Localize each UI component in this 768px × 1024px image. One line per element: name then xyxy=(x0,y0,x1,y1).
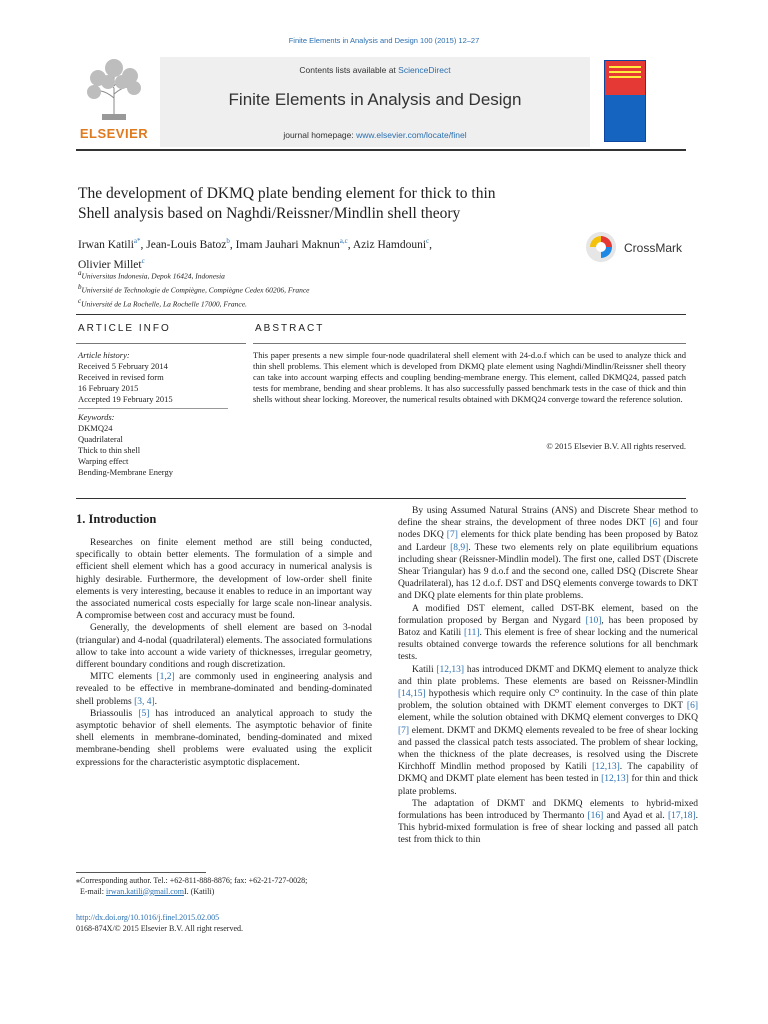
reference-link[interactable]: [6] xyxy=(686,701,698,712)
reference-link[interactable]: [5] xyxy=(138,708,150,719)
history-revised-label: Received in revised form xyxy=(78,372,164,382)
author-separator: , xyxy=(429,238,432,251)
reference-link[interactable]: [7] xyxy=(398,725,410,736)
journal-banner xyxy=(160,57,590,147)
author-sup[interactable]: c xyxy=(141,256,145,265)
author-sup[interactable]: a* xyxy=(133,237,141,245)
abstract-text: This paper presents a new simple four-node quadrilateral shell element with 24-d.o.f which can be used to analyze thick and thin shell problems. This element which is developed from DKMQ plate element using Naghdi/Mindlin/Reissner shell theory can take into account warping effects and coupling bending-membrane energy. This element, called DKMQ24, passed patch tests for membrane, bending and shear problems. It has also successfully passed benchmark tests in the case of thick and thin shells without shear locking. Moreover, the numerical results obtained with DKMQ24 converge toward the reference solution. xyxy=(253,350,686,404)
history-revised-date: 16 February 2015 xyxy=(78,383,139,393)
reference-link[interactable]: [16] xyxy=(587,811,604,822)
reference-link[interactable]: [17,18] xyxy=(667,811,696,822)
paragraph: Katili [12,13] has introduced DKMT and DKMQ element to analyze thick and thin plate problems. These elements are based on Reissner-Mindlin [14,15] hypothesis which require only C⁰ continuity. In the case of thin plate problem, the solution obtained with DKMT element converges to DKT [6] element, while the solution obtained with DKMQ element converges to DKQ [7] element. DKMT and DKMQ elements revealed to be free of shear locking and passed the classical patch tests associated. The problem of shear locking, when the thickness of the plate decreases, is resolved using the Discrete Kirchhoff Mindlin method proposed by Katili [12,13]. The capability of DKMQ and DKMT plate element has been tested in [12,13] for thin and thick plate problems. xyxy=(398,664,699,797)
author-hamdouni[interactable]: , Aziz Hamdouni xyxy=(347,238,427,251)
keyword: Warping effect xyxy=(78,456,129,466)
author-maknun[interactable]: , Imam Jauhari Maknun xyxy=(229,238,340,251)
article-info-heading: ARTICLE INFO xyxy=(78,323,171,334)
contents-line xyxy=(160,65,590,75)
reference-link[interactable]: [14,15] xyxy=(398,689,426,700)
history-received: Received 5 February 2014 xyxy=(78,361,168,371)
reference-link[interactable]: [12,13] xyxy=(601,774,629,785)
contents-prefix: Contents lists available at xyxy=(299,65,399,75)
author-sup[interactable]: b xyxy=(226,237,230,245)
right-column xyxy=(398,505,698,847)
journal-homepage xyxy=(160,130,590,140)
reference-link[interactable]: [8,9] xyxy=(450,542,469,553)
reference-link[interactable]: [1,2] xyxy=(156,672,175,683)
doi-link[interactable]: http://dx.doi.org/10.1016/j.finel.2015.02.005 xyxy=(76,913,220,922)
paragraph: MITC elements [1,2] are commonly used in engineering analysis and revealed to be effective in membrane-dominated and bending-dominated shell problems [3, 4]. xyxy=(76,672,372,707)
abstract-sub-rule xyxy=(253,343,686,344)
author-batoz[interactable]: , Jean-Louis Batoz xyxy=(140,238,227,251)
publisher-name: ELSEVIER xyxy=(79,126,149,141)
paragraph: By using Assumed Natural Strains (ANS) and Discrete Shear method to define the shear strains, the development of three nodes DKT [6] and four nodes DKQ [7] elements for thick plate bending has been proposed by Batoz and Lardeur [8,9]. These two elements rely on plate equilibrium equations including shear (Reissner-Mindlin model). The first one, called DST (Discrete Shear Triangular) has 9 d.o.f and the second one, called DSQ (Discrete Shear Quadrilateral), has 12 d.o.f. DST and DSQ elements converge towards to DKT and DKQ plate elements for thin plate problems. xyxy=(398,506,698,602)
paragraph: Researches on finite element method are still being conducted, specifically to obtain better elements. The formulation of a simple and efficient shell element which has a good accuracy in numerical analysis is highly desirable. Furthermore, the development of low-order shell finite elements is very interesting, because it enables to reduce in an important way the associated numerical costs especially for large scale non-linear analysis. A compromise between cost and accuracy must be found. xyxy=(76,538,372,622)
author-millet[interactable]: Olivier Millet xyxy=(78,258,142,271)
article-title xyxy=(78,184,558,224)
journal-cover-image[interactable] xyxy=(604,60,646,142)
author-katili[interactable]: Irwan Katili xyxy=(78,238,134,251)
corresponding-author: ⁎Corresponding author. Tel.: +62-811-888-8876; fax: +62-21-727-0028; xyxy=(76,876,308,885)
history-heading: Article history: xyxy=(78,350,130,360)
reference-link[interactable]: [12,13] xyxy=(436,664,465,675)
journal-citation[interactable]: Finite Elements in Analysis and Design 100 (2015) 12–27 xyxy=(288,36,480,45)
doi-block xyxy=(76,913,372,934)
title-line-2: Shell analysis based on Naghdi/Reissner/Mindlin shell theory xyxy=(78,205,461,222)
email-link[interactable]: irwan.katili@gmail.com xyxy=(106,886,185,896)
affiliation-b: $^b$Université de Technologie de Compiègne, Compiègne Cedex 60206, France xyxy=(78,283,310,295)
elsevier-tree-icon xyxy=(84,58,144,122)
affiliations xyxy=(78,268,538,310)
footnote-rule xyxy=(76,872,206,873)
cover-title-block xyxy=(605,61,645,95)
reference-link[interactable]: [6] xyxy=(649,518,661,529)
reference-link[interactable]: [3, 4] xyxy=(134,696,155,707)
info-sub-rule xyxy=(76,343,246,344)
abstract-copyright: © 2015 Elsevier B.V. All rights reserved. xyxy=(546,441,686,451)
elsevier-logo[interactable] xyxy=(76,58,152,146)
author-sup[interactable]: a,c xyxy=(339,237,348,245)
sciencedirect-link[interactable]: ScienceDirect xyxy=(398,65,451,75)
keyword: DKMQ24 xyxy=(78,423,113,433)
article-info xyxy=(78,350,246,478)
keyword: Thick to thin shell xyxy=(78,445,141,455)
paragraph: Briassoulis [5] has introduced an analytical approach to study the asymptotic behavior of shell elements. The asymptotic behavior of finite shell elements in membrane-dominated, bending-dominated and mixed membrane-bending shell problems were evaluated using the explicit expressions for the characteristic asymptotic displacement. xyxy=(76,708,372,768)
journal-name: Finite Elements in Analysis and Design xyxy=(228,90,522,109)
left-column xyxy=(76,512,372,769)
reference-link[interactable]: [12,13] xyxy=(592,762,620,773)
issn-line: 0168-874X/© 2015 Elsevier B.V. All right reserved. xyxy=(76,923,244,933)
header-rule xyxy=(76,149,686,151)
info-divider xyxy=(78,408,228,409)
keyword: Quadrilateral xyxy=(78,434,123,444)
body-rule xyxy=(76,498,686,499)
affiliation-a: $^a$Universitas Indonesia, Depok 16424, Indonesia xyxy=(78,269,225,281)
homepage-prefix: journal homepage: xyxy=(283,130,357,140)
author-sup[interactable]: c xyxy=(426,237,430,245)
paragraph: Generally, the developments of shell element are based on 3-nodal (triangular) and 4-nodal (quadrilateral) elements. The associated formulations allow to take into account a wide variety of thicknesses, irregular geometry, different boundary conditions and rough discretization. xyxy=(76,623,372,671)
section-title-introduction: 1. Introduction xyxy=(76,512,157,526)
paragraph: A modified DST element, called DST-BK element, based on the formulation proposed by Bergan and Nygard [10], has been proposed by Batoz and Katili [11]. This element is free of shear locking and the numerical results obtained converge towards the reference solutions for all benchmark tests. xyxy=(398,603,698,663)
author-list xyxy=(78,233,538,273)
crossmark-icon xyxy=(586,232,616,262)
keywords-heading: Keywords: xyxy=(78,412,115,422)
keyword: Bending-Membrane Energy xyxy=(78,467,173,477)
title-line-1: The development of DKMQ plate bending element for thick to thin xyxy=(78,185,496,202)
crossmark-label: CrossMark xyxy=(624,241,683,255)
homepage-link[interactable]: www.elsevier.com/locate/finel xyxy=(356,130,467,140)
crossmark-button[interactable] xyxy=(584,231,694,265)
footnote xyxy=(76,876,372,897)
history-accepted: Accepted 19 February 2015 xyxy=(78,394,173,404)
email-line: E-mail: irwan.katili@gmail.comI. (Katili) xyxy=(80,886,215,896)
reference-link[interactable]: [10] xyxy=(585,615,602,626)
reference-link[interactable]: [7] xyxy=(446,530,458,541)
paragraph: The adaptation of DKMT and DKMQ elements to hybrid-mixed formulations has been introduced by Thermanto [16] and Ayad et al. [17,18]. This hybrid-mixed formulation is free of shear locking and passed all patch test from thick to thin xyxy=(398,798,699,846)
info-rule xyxy=(76,314,686,315)
reference-link[interactable]: [11] xyxy=(464,628,480,639)
abstract-heading: ABSTRACT xyxy=(255,323,325,334)
affiliation-c: $^c$Université de La Rochelle, La Rochelle 17000, France. xyxy=(78,297,247,309)
